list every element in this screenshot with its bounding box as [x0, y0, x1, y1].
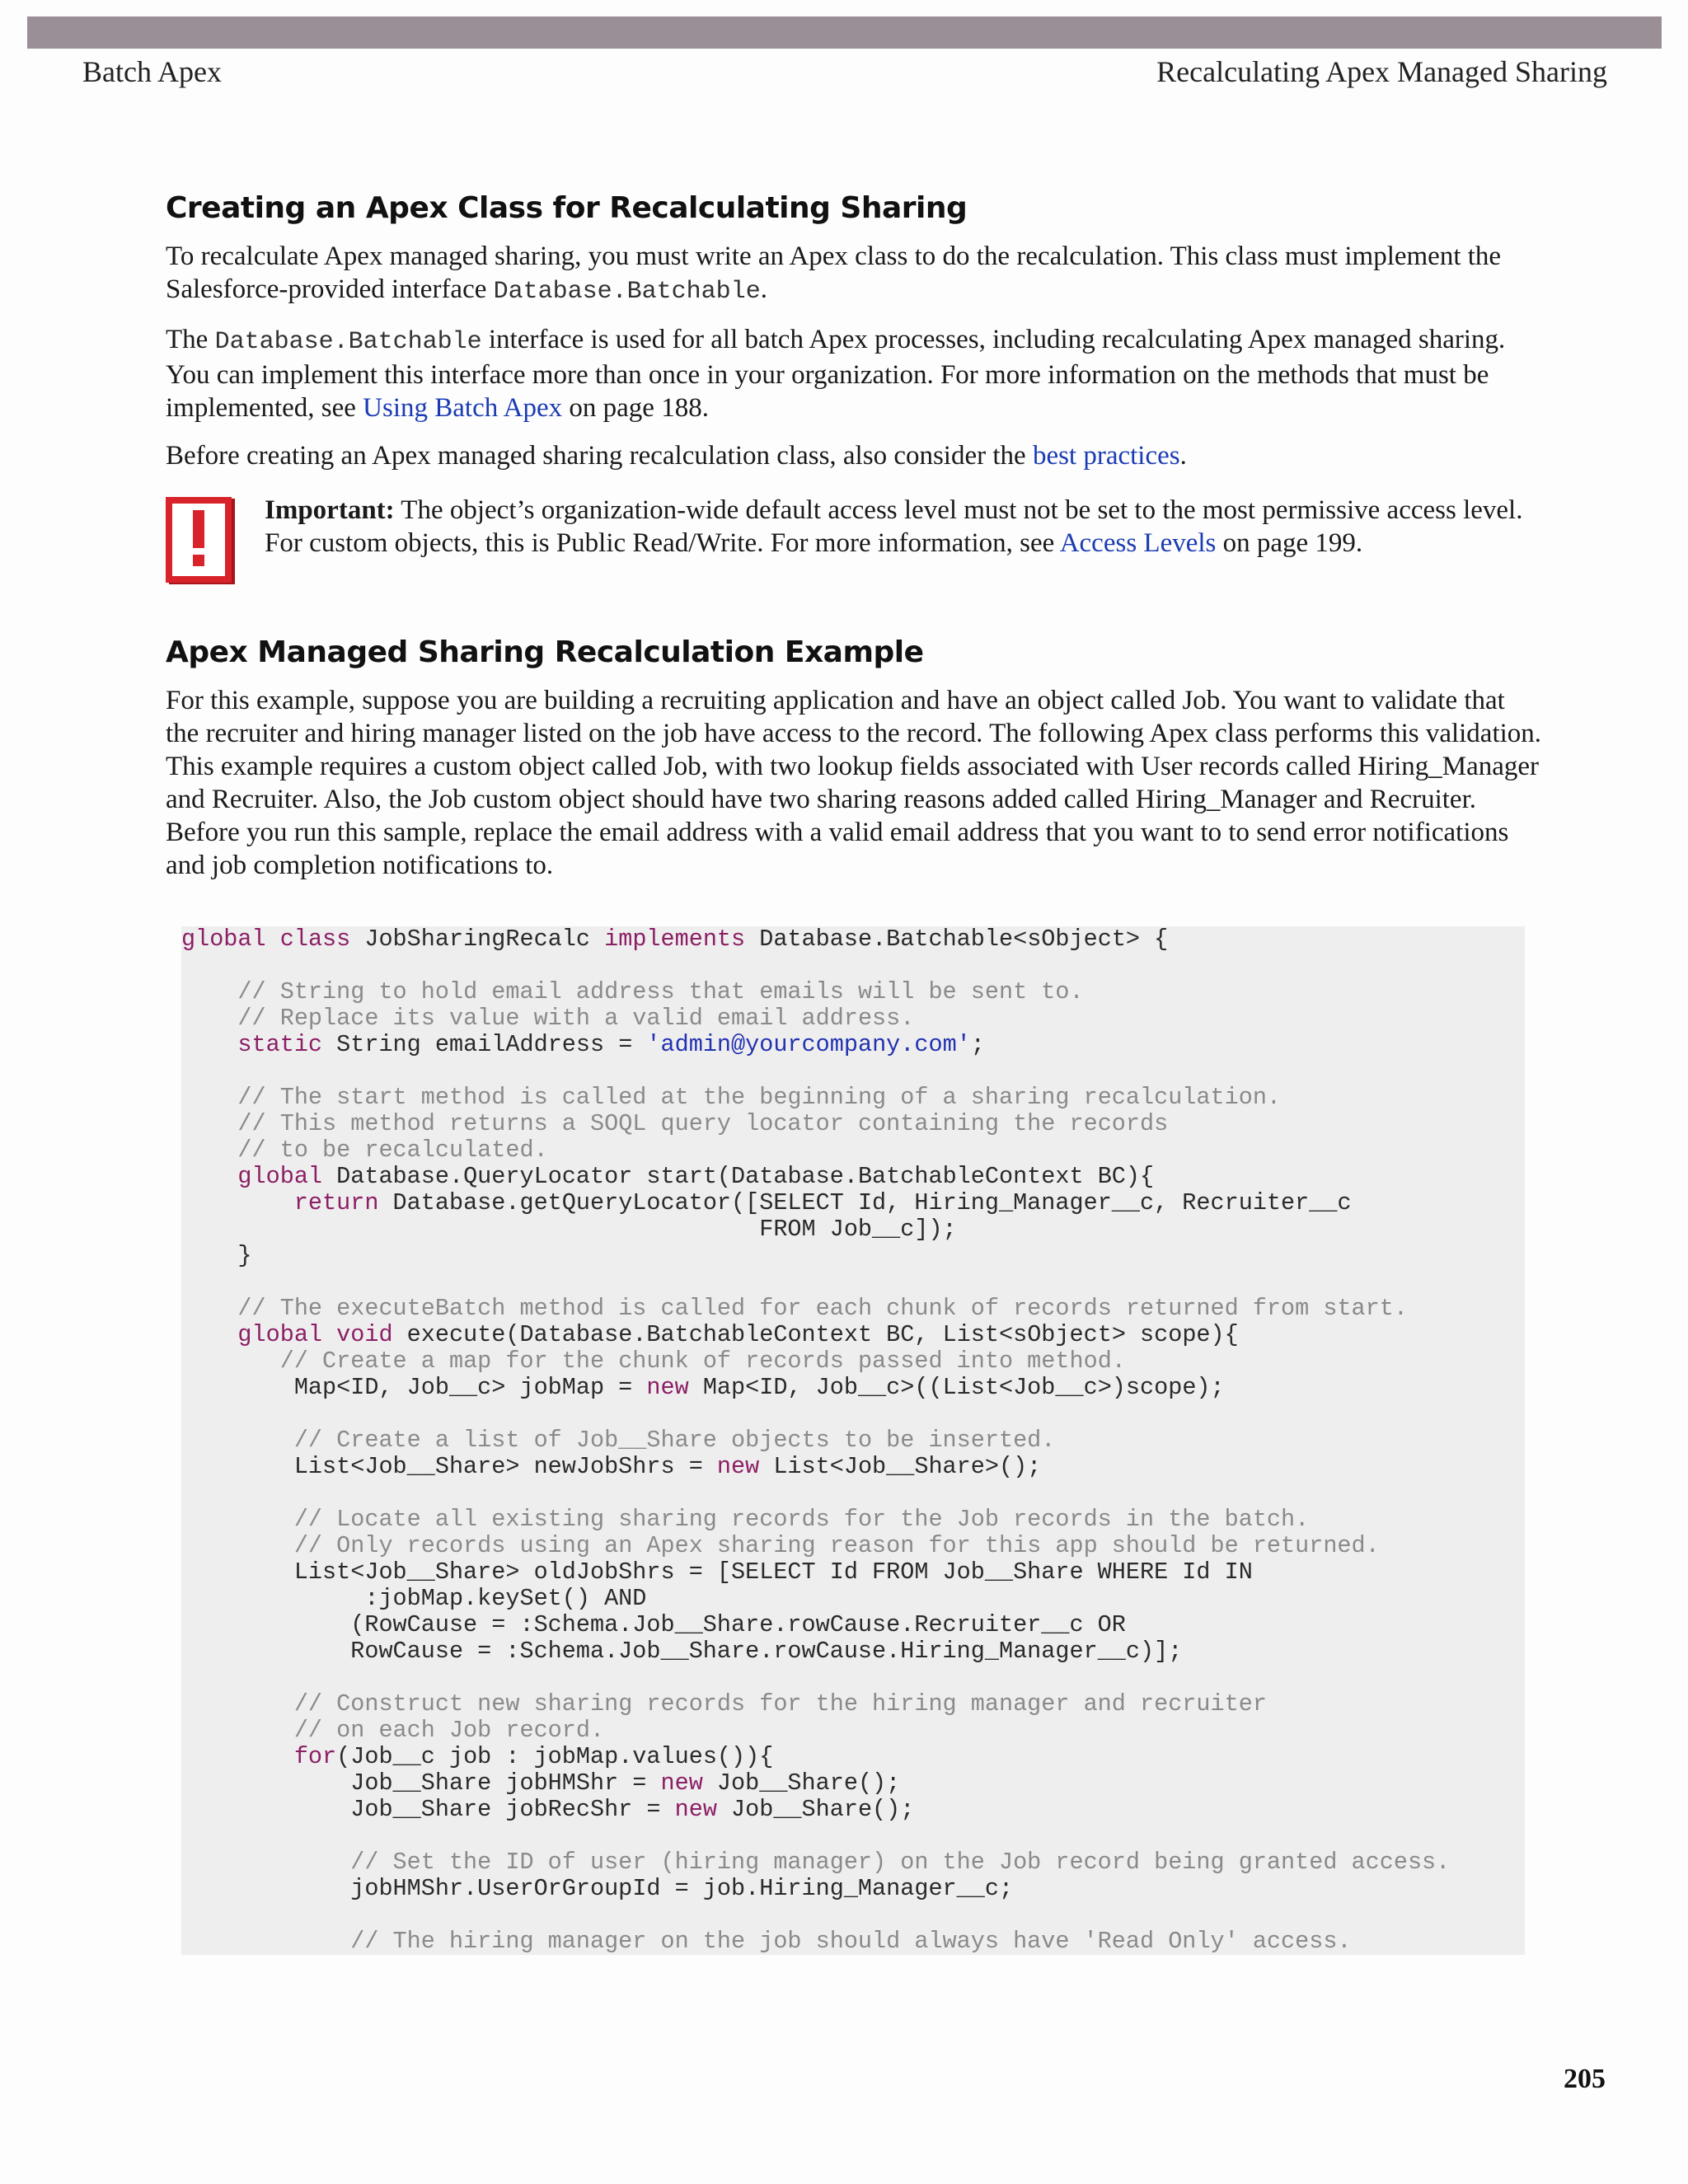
running-header-chapter: Batch Apex — [82, 55, 222, 88]
code-line: // to be recalculated. — [237, 1137, 548, 1164]
code-line: Map<ID, Job__c> jobMap = new Map<ID, Job__c>((List<Job__c>)scope); — [181, 1374, 1225, 1401]
code-line: jobHMShr.UserOrGroupId = job.Hiring_Manager__c; — [181, 1875, 1014, 1902]
code-line: // String to hold email address that emails will be sent to. — [237, 978, 1084, 1005]
link-access-levels[interactable]: Access Levels — [1059, 528, 1217, 558]
code-line: // Create a list of Job__Share objects to be inserted. — [293, 1427, 1056, 1454]
code-line: global class JobSharingRecalc implements Database.Batchable<sObject> { — [181, 926, 1169, 953]
running-header-section: Recalculating Apex Managed Sharing — [1156, 55, 1607, 88]
code-line: // Set the ID of user (hiring manager) on the Job record being granted access. — [350, 1849, 1451, 1876]
code-line: // Construct new sharing records for the hiring manager and recruiter — [293, 1690, 1267, 1718]
code-line: } — [181, 1242, 252, 1269]
inline-code: Database.Batchable — [493, 278, 761, 306]
code-line: // Replace its value with a valid email address. — [237, 1005, 915, 1032]
paragraph-example: For this example, suppose you are building a recruiting application and have an object called Job. You want to validate that the recruiter and hiring manager listed on the job have access to the record. The following Apex class performs this validation. This example requires a custom object called Job, with two lookup fields associated with User records called Hiring_Manager and Recruiter. Also, the Job custom object should have two sharing reasons added called Hiring_Manager and Recruiter. Before you run this sample, replace the email address with a valid email address that you want to to send error notifications and job completion notifications to. — [166, 686, 1542, 880]
important-callout — [166, 494, 1542, 586]
code-line: Job__Share jobRecShr = new Job__Share(); — [181, 1796, 915, 1823]
warning-icon — [166, 497, 238, 589]
page-number: 205 — [1564, 2064, 1606, 2094]
code-line: for(Job__c job : jobMap.values()){ — [293, 1743, 774, 1770]
page-content — [166, 191, 1542, 897]
section-heading-creating-class: Creating an Apex Class for Recalculating Sharing — [166, 191, 968, 225]
code-block — [181, 926, 1525, 1955]
code-line: List<Job__Share> oldJobShrs = [SELECT Id FROM Job__Share WHERE Id IN — [181, 1558, 1253, 1586]
link-using-batch-apex[interactable]: Using Batch Apex — [363, 393, 563, 423]
inline-code: Database.Batchable — [214, 328, 482, 356]
code-line: // The hiring manager on the job should always have 'Read Only' access. — [350, 1928, 1352, 1955]
code-line: // The executeBatch method is called for each chunk of records returned from start. — [237, 1295, 1408, 1322]
code-line: List<Job__Share> newJobShrs = new List<Job__Share>(); — [181, 1453, 1042, 1480]
code-line: return Database.getQueryLocator([SELECT Id, Hiring_Manager__c, Recruiter__c — [293, 1189, 1352, 1216]
code-line: RowCause = :Schema.Job__Share.rowCause.Hiring_Manager__c)]; — [181, 1638, 1183, 1665]
section-heading-example: Apex Managed Sharing Recalculation Example — [166, 635, 924, 669]
paragraph-batchable: The Database.Batchable interface is used for all batch Apex processes, including recalculating Apex managed sharing. You can implement this interface more than once in your organization. For more information on the methods that must be implemented, see Using Batch Apex on page 188. — [166, 325, 1506, 423]
code-line: // on each Job record. — [293, 1717, 605, 1744]
link-best-practices[interactable]: best practices — [1032, 441, 1180, 471]
header-bar — [27, 16, 1662, 49]
code-line: :jobMap.keySet() AND — [181, 1585, 647, 1612]
code-line: Job__Share jobHMShr = new Job__Share(); — [181, 1769, 901, 1797]
code-line: // Only records using an Apex sharing reason for this app should be returned. — [293, 1532, 1380, 1559]
code-line: // This method returns a SOQL query locator containing the records — [237, 1110, 1169, 1137]
code-line: // Create a map for the chunk of records passed into method. — [279, 1347, 1126, 1375]
important-text: Important: The object’s organization-wide default access level must not be set to the most permissive access level. For custom objects, this is Public Read/Write. For more information, see Access Levels on page 199. — [265, 495, 1523, 558]
code-line: global Database.QueryLocator start(Database.BatchableContext BC){ — [237, 1163, 1155, 1190]
paragraph-best-practices: Before creating an Apex managed sharing recalculation class, also consider the best practices. — [166, 441, 1187, 471]
paragraph-intro: To recalculate Apex managed sharing, you must write an Apex class to do the recalculation. This class must implement the Salesforce-provided interface Database.Batchable. — [166, 241, 1502, 306]
code-line: global void execute(Database.BatchableContext BC, List<sObject> scope){ — [237, 1321, 1239, 1348]
code-line: // Locate all existing sharing records for the Job records in the batch. — [293, 1506, 1310, 1533]
code-line: (RowCause = :Schema.Job__Share.rowCause.Recruiter__c OR — [181, 1611, 1126, 1638]
code-line: // The start method is called at the beginning of a sharing recalculation. — [237, 1084, 1282, 1111]
code-line: FROM Job__c]); — [181, 1216, 957, 1243]
code-line: static String emailAddress = 'admin@yourcompany.com'; — [237, 1031, 985, 1058]
